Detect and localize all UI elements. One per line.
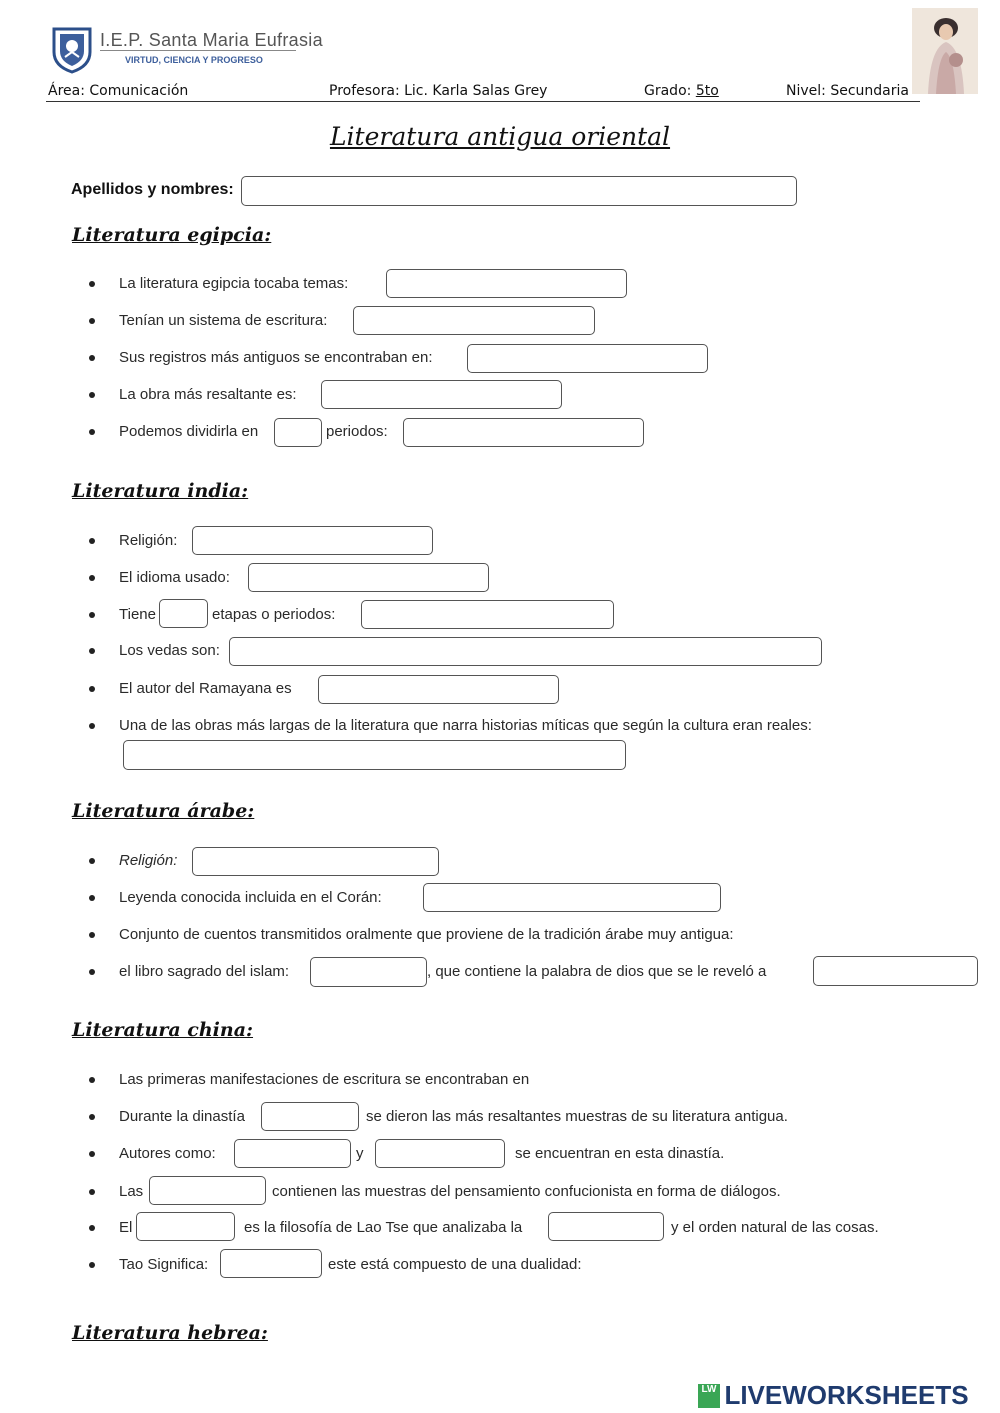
- india-q4-label: Los vedas son:: [119, 642, 220, 659]
- india-q2-input[interactable]: [248, 563, 489, 592]
- section-heading-arabe: Literatura árabe:: [72, 800, 255, 822]
- india-q6-label: Una de las obras más largas de la literatura que narra historias míticas que según la cultura eran reales:: [119, 717, 812, 734]
- bullet: [89, 281, 95, 287]
- india-q5-input[interactable]: [318, 675, 559, 704]
- china-q3-author1-input[interactable]: [234, 1139, 351, 1168]
- china-q5-analysis-input[interactable]: [548, 1212, 664, 1241]
- india-q5-label: El autor del Ramayana es: [119, 680, 292, 697]
- section-heading-china: Literatura china:: [72, 1019, 254, 1041]
- school-name-underline: [100, 50, 296, 51]
- china-q1-label: Las primeras manifestaciones de escritura se encontraban en: [119, 1071, 530, 1088]
- egipcia-q4-label: La obra más resaltante es:: [119, 386, 297, 403]
- grade-value: 5to: [695, 83, 719, 99]
- china-q6-label-b: este está compuesto de una dualidad:: [328, 1256, 582, 1273]
- egipcia-q3-input[interactable]: [467, 344, 708, 373]
- china-q6-label-a: Tao Significa:: [119, 1256, 209, 1273]
- arabe-q2-input[interactable]: [423, 883, 721, 912]
- egipcia-q1-input[interactable]: [386, 269, 627, 298]
- school-motto: VIRTUD, CIENCIA Y PROGRESO: [125, 55, 263, 65]
- china-q3-label-c: se encuentran en esta dinastía.: [515, 1145, 725, 1162]
- india-q2-label: El idioma usado:: [119, 569, 230, 586]
- name-input[interactable]: [241, 176, 797, 206]
- grade-label: [644, 83, 719, 99]
- arabe-q4-label-a: el libro sagrado del islam:: [119, 963, 290, 980]
- bullet: [89, 429, 95, 435]
- china-q6-input[interactable]: [220, 1249, 322, 1278]
- china-q5-label-a: El: [119, 1219, 133, 1236]
- china-q4-label-a: Las: [119, 1183, 144, 1200]
- bullet: [89, 1114, 95, 1120]
- china-q2-label-b: se dieron las más resaltantes muestras de su literatura antigua.: [366, 1108, 788, 1125]
- arabe-q4-book-input[interactable]: [310, 957, 427, 987]
- bullet: [89, 355, 95, 361]
- bullet: [89, 932, 95, 938]
- china-q3-label-a: Autores como:: [119, 1145, 216, 1162]
- teacher-label: Profesora: Lic. Karla Salas Grey: [329, 83, 548, 99]
- china-q5-label-b: es la filosofía de Lao Tse que analizaba la: [244, 1219, 523, 1236]
- egipcia-q5-label-b: periodos:: [326, 423, 388, 440]
- bullet: [89, 1225, 95, 1231]
- china-q3-author2-input[interactable]: [375, 1139, 505, 1168]
- school-name: I.E.P. Santa Maria Eufrasia: [100, 30, 323, 50]
- bullet: [89, 686, 95, 692]
- bullet: [89, 1189, 95, 1195]
- bullet: [89, 895, 95, 901]
- arabe-q1-input[interactable]: [192, 847, 439, 876]
- liveworksheets-text: LIVEWORKSHEETS: [724, 1380, 969, 1410]
- bullet: [89, 648, 95, 654]
- india-q1-label: Religión:: [119, 532, 178, 549]
- india-q3-label-a: Tiene: [119, 606, 156, 623]
- bullet: [89, 723, 95, 729]
- india-q3-label-b: etapas o periodos:: [212, 606, 336, 623]
- india-q3-input[interactable]: [361, 600, 614, 629]
- egipcia-q5-label-a: Podemos dividirla en: [119, 423, 259, 440]
- bullet: [89, 969, 95, 975]
- arabe-q2-label: Leyenda conocida incluida en el Corán:: [119, 889, 382, 906]
- egipcia-q3-label: Sus registros más antiguos se encontraban en:: [119, 349, 433, 366]
- nun-portrait: [912, 8, 978, 94]
- bullet: [89, 538, 95, 544]
- section-heading-egipcia: Literatura egipcia:: [72, 224, 272, 246]
- arabe-q4-prophet-input[interactable]: [813, 956, 978, 986]
- china-q5-philosophy-input[interactable]: [136, 1212, 235, 1241]
- india-q3-count-input[interactable]: [159, 599, 208, 628]
- egipcia-q2-input[interactable]: [353, 306, 595, 335]
- egipcia-q4-input[interactable]: [321, 380, 562, 409]
- china-q2-dynasty-input[interactable]: [261, 1102, 359, 1131]
- bullet: [89, 1262, 95, 1268]
- egipcia-q5-count-input[interactable]: [274, 418, 322, 447]
- area-label: Área: Comunicación: [48, 83, 189, 99]
- india-q4-input[interactable]: [229, 637, 822, 666]
- header-divider: [46, 101, 920, 102]
- shield-icon: [52, 26, 92, 74]
- china-q3-label-b: y: [356, 1145, 364, 1162]
- page-title: Literatura antigua oriental: [329, 122, 671, 151]
- india-q6-input[interactable]: [123, 740, 626, 770]
- level-label: Nivel: Secundaria: [786, 83, 909, 99]
- egipcia-q5-input[interactable]: [403, 418, 644, 447]
- arabe-q4-label-b: , que contiene la palabra de dios que se le reveló a: [427, 963, 767, 980]
- bullet: [89, 318, 95, 324]
- bullet: [89, 1077, 95, 1083]
- lw-icon: LW: [698, 1384, 720, 1408]
- section-heading-india: Literatura india:: [72, 480, 249, 502]
- liveworksheets-logo: [698, 1380, 969, 1408]
- arabe-q1-label: Religión:: [119, 852, 178, 869]
- bullet: [89, 392, 95, 398]
- bullet: [89, 1151, 95, 1157]
- china-q4-label-b: contienen las muestras del pensamiento confucionista en forma de diálogos.: [272, 1183, 781, 1200]
- india-q1-input[interactable]: [192, 526, 433, 555]
- bullet: [89, 858, 95, 864]
- bullet: [89, 575, 95, 581]
- egipcia-q2-label: Tenían un sistema de escritura:: [119, 312, 328, 329]
- name-label: Apellidos y nombres:: [71, 181, 234, 198]
- china-q4-input[interactable]: [149, 1176, 266, 1205]
- egipcia-q1-label: La literatura egipcia tocaba temas:: [119, 275, 349, 292]
- grade-text: Grado:: [644, 83, 696, 99]
- china-q5-label-c: y el orden natural de las cosas.: [671, 1219, 879, 1236]
- school-logo: [52, 26, 92, 74]
- china-q2-label-a: Durante la dinastía: [119, 1108, 245, 1125]
- section-heading-hebrea: Literatura hebrea:: [72, 1322, 268, 1344]
- portrait-icon: [912, 8, 978, 94]
- bullet: [89, 612, 95, 618]
- arabe-q3-label: Conjunto de cuentos transmitidos oralmente que proviene de la tradición árabe muy antigua:: [119, 926, 734, 943]
